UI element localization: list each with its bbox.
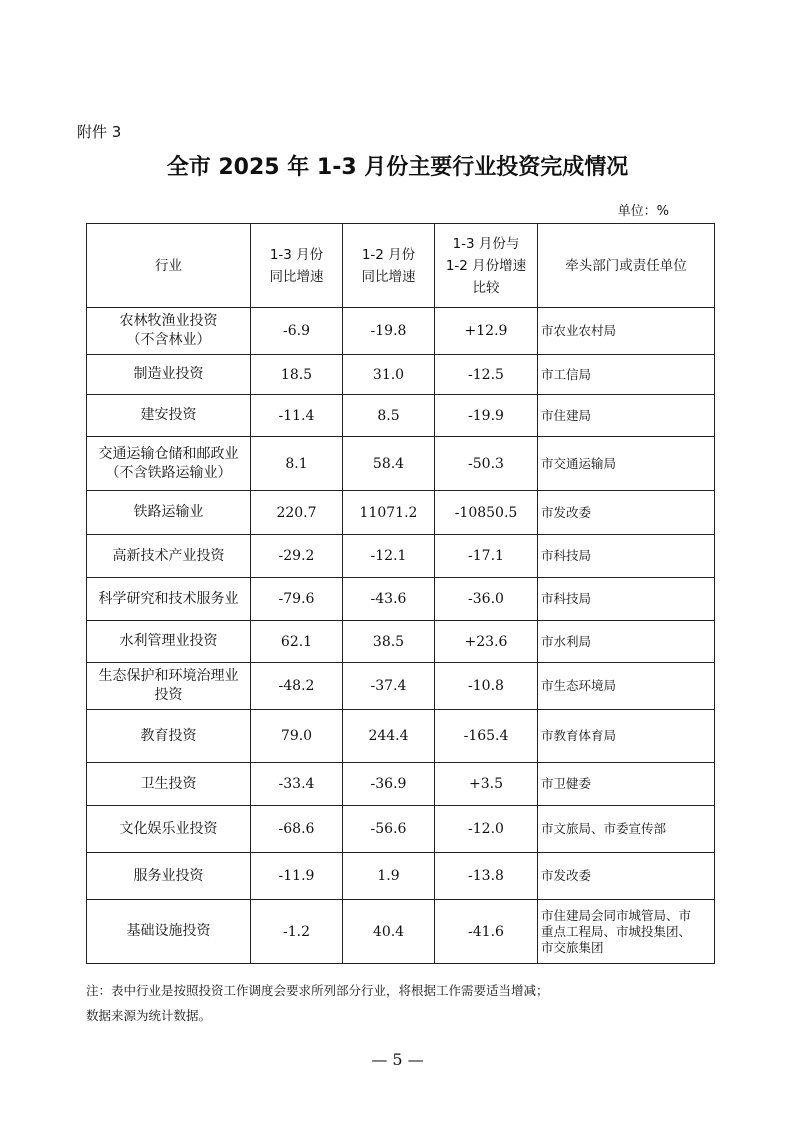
industry-line: 服务业投资	[133, 867, 204, 884]
jan-feb-growth-cell: 11071.2	[343, 491, 435, 535]
jan-feb-growth-cell: -19.8	[343, 308, 435, 355]
header-line: 1-3 月份	[269, 246, 324, 263]
industry-line: 卫生投资	[140, 775, 197, 792]
industry-cell	[87, 900, 251, 964]
department-line: 市生态环境局	[541, 678, 617, 693]
q1-growth-cell: 18.5	[251, 355, 343, 395]
header-line: 比较	[472, 279, 500, 296]
table-row	[87, 491, 715, 535]
department-cell	[538, 806, 715, 853]
department-line: 市工信局	[541, 366, 592, 382]
jan-feb-growth-cell: 58.4	[343, 437, 435, 491]
department-cell	[538, 621, 715, 663]
attachment-label: 附件 3	[77, 123, 122, 141]
growth-diff-cell: -13.8	[435, 853, 538, 900]
table-row	[87, 437, 715, 491]
industry-line: 科学研究和技术服务业	[98, 590, 239, 607]
department-line: 市住建局会同市城管局、市	[541, 907, 692, 923]
jan-feb-growth-cell: -37.4	[343, 663, 435, 710]
department-cell	[538, 763, 715, 806]
department-cell	[538, 853, 715, 900]
table-row	[87, 621, 715, 663]
department-line: 市教育体育局	[541, 728, 617, 743]
industry-cell	[87, 308, 251, 355]
table-row	[87, 578, 715, 621]
industry-cell	[87, 578, 251, 621]
growth-diff-cell: +12.9	[435, 308, 538, 355]
industry-line: 建安投资	[140, 407, 197, 423]
industry-line: （不含铁路运输业）	[105, 464, 232, 481]
industry-cell	[87, 806, 251, 853]
department-line: 市住建局	[541, 407, 592, 423]
q1-growth-cell: 220.7	[251, 491, 343, 535]
department-cell	[538, 491, 715, 535]
department-cell	[538, 308, 715, 355]
department-line: 市农业农村局	[541, 323, 617, 338]
growth-diff-cell: -12.0	[435, 806, 538, 853]
industry-cell	[87, 355, 251, 395]
jan-feb-growth-cell: 40.4	[343, 900, 435, 964]
industry-line: 投资	[154, 687, 183, 703]
department-line: 重点工程局、市城投集团、	[541, 923, 692, 939]
growth-diff-cell: -36.0	[435, 578, 538, 621]
header-line: 牵头部门或责任单位	[565, 257, 687, 274]
industry-line: 生态保护和环境治理业	[98, 668, 239, 684]
jan-feb-growth-cell: 31.0	[343, 355, 435, 395]
q1-growth-cell: -48.2	[251, 663, 343, 710]
header-industry	[87, 224, 251, 308]
jan-feb-growth-cell: 8.5	[343, 395, 435, 437]
q1-growth-cell: -11.4	[251, 395, 343, 437]
footnote-line: 注：表中行业是按照投资工作调度会要求所列部分行业，将根据工作需要适当增减；	[86, 983, 549, 998]
department-line: 市发改委	[541, 504, 592, 520]
industry-cell	[87, 763, 251, 806]
department-line: 市科技局	[541, 548, 592, 563]
growth-diff-cell: -19.9	[435, 395, 538, 437]
q1-growth-cell: 8.1	[251, 437, 343, 491]
header-row	[87, 224, 715, 308]
industry-line: （不含林业）	[126, 332, 211, 348]
header-line: 1-3 月份与	[452, 235, 520, 252]
department-line: 市文旅局、市委宣传部	[541, 821, 667, 836]
q1-growth-cell: -11.9	[251, 853, 343, 900]
growth-diff-cell: -10.8	[435, 663, 538, 710]
table-row	[87, 763, 715, 806]
q1-growth-cell: -6.9	[251, 308, 343, 355]
growth-diff-cell: -165.4	[435, 710, 538, 763]
department-line: 市交旅集团	[541, 939, 604, 955]
page-title: 全市 2025 年 1-3 月份主要行业投资完成情况	[166, 155, 629, 180]
jan-feb-growth-cell: -36.9	[343, 763, 435, 806]
table-row	[87, 535, 715, 578]
unit-label: 单位：%	[617, 204, 669, 219]
department-cell	[538, 437, 715, 491]
department-cell	[538, 663, 715, 710]
header-jan-feb-growth	[343, 224, 435, 308]
growth-diff-cell: +3.5	[435, 763, 538, 806]
industry-line: 交通运输仓储和邮政业	[98, 445, 239, 462]
industry-cell	[87, 621, 251, 663]
industry-line: 水利管理业投资	[119, 633, 218, 649]
jan-feb-growth-cell: -12.1	[343, 535, 435, 578]
growth-diff-cell: +23.6	[435, 621, 538, 663]
table-row	[87, 900, 715, 964]
growth-diff-cell: -12.5	[435, 355, 538, 395]
jan-feb-growth-cell: -43.6	[343, 578, 435, 621]
growth-diff-cell: -10850.5	[435, 491, 538, 535]
industry-cell	[87, 491, 251, 535]
header-growth-comparison	[435, 224, 538, 308]
industry-cell	[87, 710, 251, 763]
table-row	[87, 395, 715, 437]
department-cell	[538, 355, 715, 395]
department-line: 市卫健委	[541, 776, 592, 791]
industry-line: 农林牧渔业投资	[119, 313, 218, 329]
q1-growth-cell: -33.4	[251, 763, 343, 806]
industry-line: 教育投资	[140, 727, 197, 744]
jan-feb-growth-cell: 38.5	[343, 621, 435, 663]
industry-cell	[87, 853, 251, 900]
table-row	[87, 308, 715, 355]
department-line: 市科技局	[541, 591, 592, 606]
industry-line: 文化娱乐业投资	[119, 820, 218, 837]
header-line: 1-2 月份增速	[445, 257, 527, 274]
table-row	[87, 806, 715, 853]
department-cell	[538, 710, 715, 763]
department-cell	[538, 900, 715, 964]
department-cell	[538, 395, 715, 437]
department-cell	[538, 578, 715, 621]
industry-cell	[87, 437, 251, 491]
table-row	[87, 663, 715, 710]
header-lead-department	[538, 224, 715, 308]
department-line: 市水利局	[541, 633, 592, 649]
header-line: 1-2 月份	[361, 246, 416, 263]
industry-line: 制造业投资	[133, 366, 204, 382]
footnote-line: 数据来源为统计数据。	[86, 1008, 212, 1023]
q1-growth-cell: -79.6	[251, 578, 343, 621]
table-row	[87, 853, 715, 900]
industry-cell	[87, 395, 251, 437]
department-cell	[538, 535, 715, 578]
department-line: 市发改委	[541, 868, 592, 883]
header-line: 行业	[155, 257, 182, 274]
growth-diff-cell: -41.6	[435, 900, 538, 964]
jan-feb-growth-cell: 244.4	[343, 710, 435, 763]
table-body	[87, 308, 715, 964]
table-row	[87, 355, 715, 395]
jan-feb-growth-cell: -56.6	[343, 806, 435, 853]
q1-growth-cell: -29.2	[251, 535, 343, 578]
investment-table	[86, 223, 715, 964]
growth-diff-cell: -17.1	[435, 535, 538, 578]
page-number: — 5 —	[371, 1050, 424, 1069]
table-row	[87, 710, 715, 763]
header-line: 同比增速	[269, 268, 324, 285]
q1-growth-cell: -1.2	[251, 900, 343, 964]
q1-growth-cell: -68.6	[251, 806, 343, 853]
growth-diff-cell: -50.3	[435, 437, 538, 491]
header-line: 同比增速	[361, 268, 416, 285]
jan-feb-growth-cell: 1.9	[343, 853, 435, 900]
industry-line: 铁路运输业	[133, 504, 204, 520]
industry-line: 高新技术产业投资	[112, 547, 225, 564]
q1-growth-cell: 79.0	[251, 710, 343, 763]
industry-cell	[87, 663, 251, 710]
header-q1-growth	[251, 224, 343, 308]
industry-line: 基础设施投资	[126, 923, 211, 939]
footnote	[86, 978, 726, 1028]
industry-cell	[87, 535, 251, 578]
department-line: 市交通运输局	[541, 455, 617, 471]
q1-growth-cell: 62.1	[251, 621, 343, 663]
